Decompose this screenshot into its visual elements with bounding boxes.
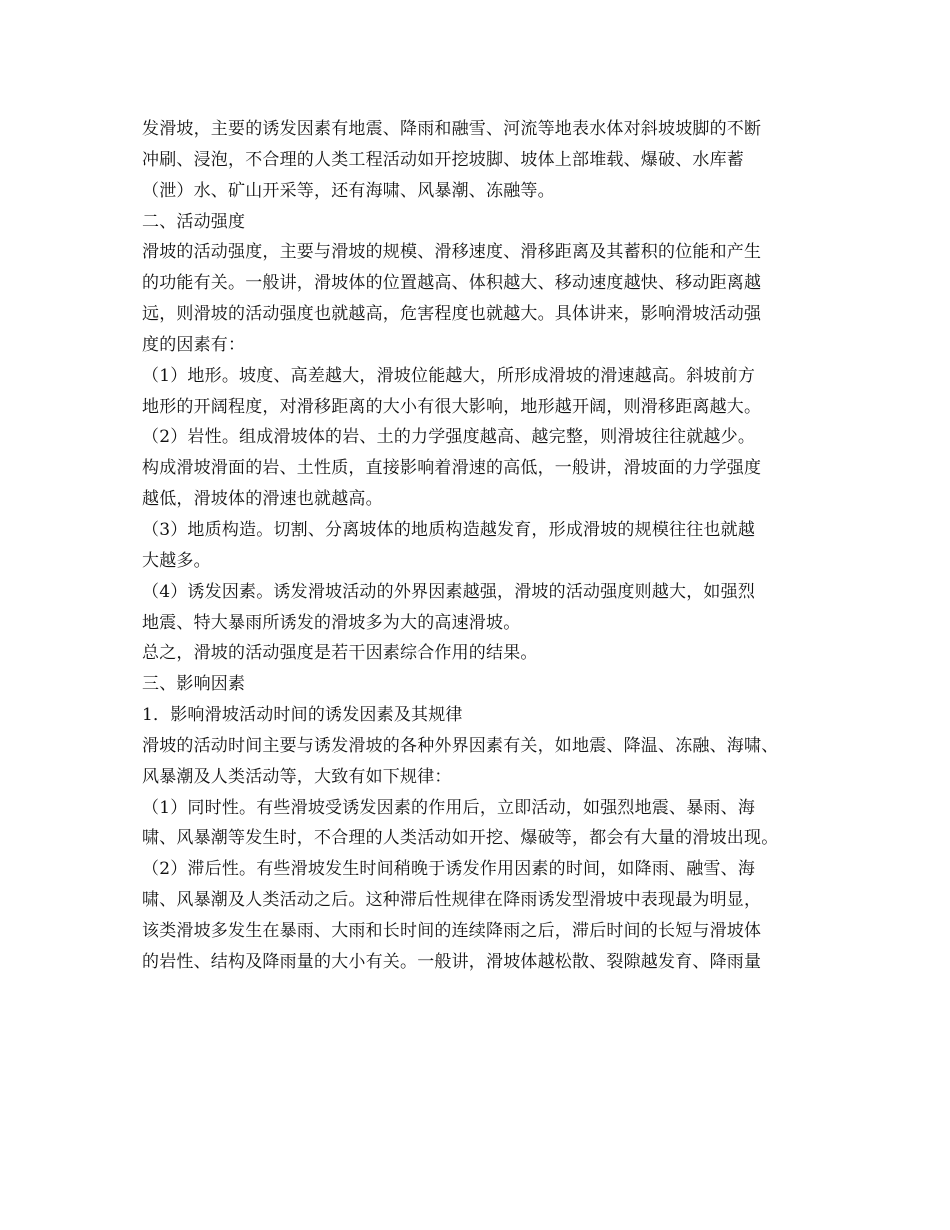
text-line: （1）同时性。有些滑坡受诱发因素的作用后，立即活动，如强烈地震、暴雨、海: [142, 797, 756, 818]
text-line: （2）滞后性。有些滑坡发生时间稍晚于诱发作用因素的时间，如降雨、融雪、海: [142, 859, 756, 880]
text-line: 大越多。: [142, 550, 211, 571]
text-line: 越低，滑坡体的滑速也就越高。: [142, 489, 383, 510]
text-line: 该类滑坡多发生在暴雨、大雨和长时间的连续降雨之后，滞后时间的长短与滑坡体: [142, 920, 762, 941]
text-line: （3）地质构造。切割、分离坡体的地质构造越发育，形成滑坡的规模往往也就越: [142, 519, 756, 540]
text-line: 风暴潮及人类活动等，大致有如下规律：: [142, 766, 452, 787]
text-line: 的岩性、结构及降雨量的大小有关。一般讲，滑坡体越松散、裂隙越发育、降雨量: [142, 951, 762, 972]
text-line: 度的因素有：: [142, 334, 246, 355]
text-line: 总之，滑坡的活动强度是若干因素综合作用的结果。: [142, 643, 538, 664]
section-heading: 二、活动强度: [142, 211, 246, 232]
text-line: （泄）水、矿山开采等，还有海啸、风暴潮、冻融等。: [142, 180, 555, 201]
text-line: 啸、风暴潮等发生时，不合理的人类活动如开挖、爆破等，都会有大量的滑坡出现。: [142, 828, 779, 849]
text-line: （2）岩性。组成滑坡体的岩、土的力学强度越高、越完整，则滑坡往往就越少。: [142, 427, 756, 448]
section-heading: 三、影响因素: [142, 674, 246, 695]
text-line: 滑坡的活动强度，主要与滑坡的规模、滑移速度、滑移距离及其蓄积的位能和产生: [142, 242, 762, 263]
text-line: 地震、特大暴雨所诱发的滑坡多为大的高速滑坡。: [142, 612, 521, 633]
text-line: （1）地形。坡度、高差越大，滑坡位能越大，所形成滑坡的滑速越高。斜坡前方: [142, 365, 756, 386]
document-body: [142, 114, 822, 978]
text-line: 滑坡的活动时间主要与诱发滑坡的各种外界因素有关，如地震、降温、冻融、海啸、: [142, 735, 779, 756]
text-line: 冲刷、浸泡，不合理的人类工程活动如开挖坡脚、坡体上部堆载、爆破、水库蓄: [142, 149, 744, 170]
text-line: 远，则滑坡的活动强度也就越高，危害程度也就越大。具体讲来，影响滑坡活动强: [142, 304, 762, 325]
subsection-heading: 1．影响滑坡活动时间的诱发因素及其规律: [142, 705, 463, 726]
text-line: 构成滑坡滑面的岩、土性质，直接影响着滑速的高低，一般讲，滑坡面的力学强度: [142, 458, 762, 479]
text-line: 的功能有关。一般讲，滑坡体的位置越高、体积越大、移动速度越快、移动距离越: [142, 273, 762, 294]
text-line: （4）诱发因素。诱发滑坡活动的外界因素越强，滑坡的活动强度则越大，如强烈: [142, 581, 756, 602]
text-line: 发滑坡，主要的诱发因素有地震、降雨和融雪、河流等地表水体对斜坡坡脚的不断: [142, 119, 762, 139]
text-line: 啸、风暴潮及人类活动之后。这种滞后性规律在降雨诱发型滑坡中表现最为明显，: [142, 890, 762, 911]
text-line: 地形的开阔程度，对滑移距离的大小有很大影响，地形越开阔，则滑移距离越大。: [142, 396, 762, 417]
